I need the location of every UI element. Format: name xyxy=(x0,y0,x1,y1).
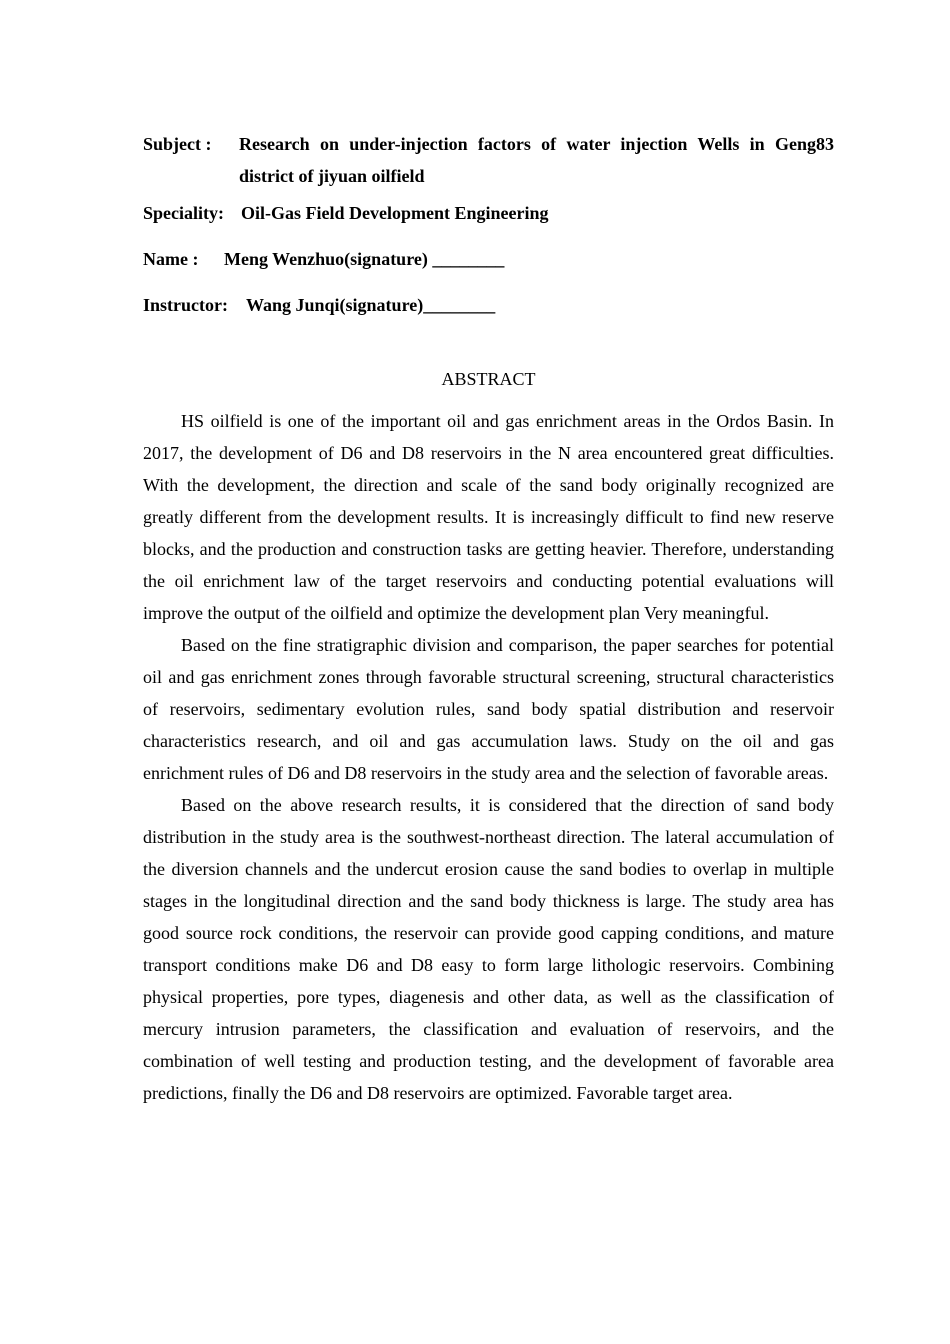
name-row xyxy=(143,243,834,275)
speciality-value: Oil-Gas Field Development Engineering xyxy=(241,203,549,223)
abstract-title: ABSTRACT xyxy=(441,369,536,389)
abstract-paragraph: Based on the fine stratigraphic division and comparison, the paper searches for potential oil and gas enrichment zones through favorable structural screening, structural characteristics of reservoirs, sedimentary evolution rules, sand body spatial distribution and reservoir characteristics research, and oil and gas accumulation laws. Study on the oil and gas enrichment rules of D6 and D8 reservoirs in the study area and the selection of favorable areas. xyxy=(143,635,834,783)
name-label: Name : xyxy=(143,249,203,269)
subject-row xyxy=(143,128,834,192)
abstract-paragraph: HS oilfield is one of the important oil and gas enrichment areas in the Ordos Basin. In 2017, the development of D6 and D8 reservoirs in the N area encountered great difficulties. With the development, the direction and scale of the sand body originally recognized are greatly different from the development results. It is increasingly difficult to find new reserve blocks, and the production and construction tasks are getting heavier. Therefore, understanding the oil enrichment law of the target reservoirs and conducting potential evaluations will improve the output of the oilfield and optimize the development plan Very meaningful. xyxy=(143,411,834,623)
document-content xyxy=(143,128,834,1109)
abstract-body xyxy=(143,405,834,1109)
subject-label: Subject : xyxy=(143,134,216,154)
speciality-row xyxy=(143,197,834,229)
instructor-label: Instructor: xyxy=(143,295,233,315)
abstract-paragraph: Based on the above research results, it is considered that the direction of sand body distribution in the study area is the southwest-northeast direction. The lateral accumulation of the diversion channels and the undercut erosion cause the sand bodies to overlap in multiple stages in the longitudinal direction and the sand body thickness is large. The study area has good source rock conditions, the reservoir can provide good capping conditions, and mature transport conditions make D6 and D8 easy to form large lithologic reservoirs. Combining physical properties, pore types, diagenesis and other data, as well as the classification of mercury intrusion parameters, the classification and evaluation of reservoirs, and the combination of well testing and production testing, and the development of favorable area predictions, finally the D6 and D8 reservoirs are optimized. Favorable target area. xyxy=(143,795,834,1103)
name-value: Meng Wenzhuo(signature) ________ xyxy=(224,249,505,269)
instructor-value: Wang Junqi(signature)________ xyxy=(246,295,496,315)
speciality-label: Speciality: xyxy=(143,203,229,223)
instructor-row xyxy=(143,289,834,321)
subject-value: Research on under-injection factors of water injection Wells in Geng83 district of jiyuan oilfield xyxy=(239,134,834,186)
